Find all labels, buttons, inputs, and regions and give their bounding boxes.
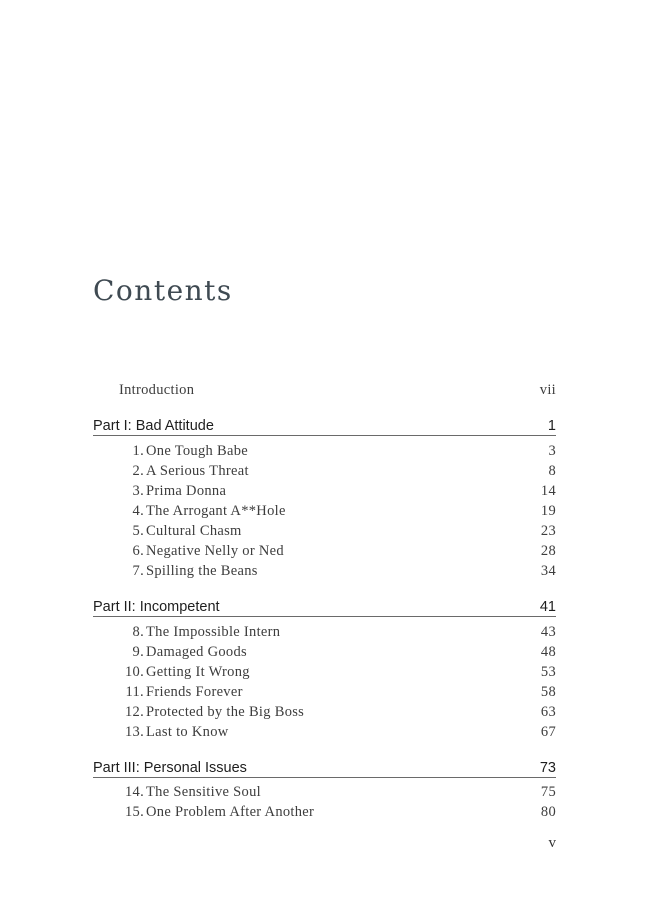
chapter-title: Protected by the Big Boss [146, 704, 305, 720]
chapter-number: 5. [132, 523, 144, 539]
part-title: Part II: Incompetent [93, 599, 220, 615]
part-title: Part III: Personal Issues [93, 760, 247, 776]
chapter-title: Negative Nelly or Ned [146, 543, 284, 559]
chapter-title: Cultural Chasm [146, 523, 242, 539]
toc-part-3[interactable] [93, 758, 556, 778]
toc-introduction-page: vii [539, 382, 556, 398]
chapter-number: 2. [132, 463, 144, 479]
chapter-number: 14. [124, 784, 144, 800]
chapter-number: 9. [132, 644, 144, 660]
chapter-number: 3. [132, 483, 144, 499]
chapter-page: 75 [540, 784, 556, 800]
toc-chapter-6[interactable] [93, 541, 556, 561]
chapter-title: Getting It Wrong [146, 664, 250, 680]
toc-chapter-10[interactable] [93, 662, 556, 682]
toc-chapter-15[interactable] [93, 802, 556, 822]
part-page: 41 [539, 599, 556, 615]
chapter-page: 3 [548, 443, 556, 459]
toc-chapter-12[interactable] [93, 702, 556, 722]
chapter-title: A Serious Threat [146, 463, 249, 479]
chapter-title: One Tough Babe [146, 443, 248, 459]
toc-introduction[interactable] [93, 380, 556, 400]
chapter-page: 58 [540, 684, 556, 700]
chapter-number: 15. [124, 804, 144, 820]
chapter-number: 4. [132, 503, 144, 519]
toc-chapter-2[interactable] [93, 461, 556, 481]
chapter-title: Spilling the Beans [146, 563, 258, 579]
toc-chapter-11[interactable] [93, 682, 556, 702]
part-page: 1 [547, 418, 556, 434]
part-title: Part I: Bad Attitude [93, 418, 214, 434]
chapter-page: 23 [540, 523, 556, 539]
toc-chapter-3[interactable] [93, 481, 556, 501]
chapter-title: The Sensitive Soul [146, 784, 261, 800]
chapter-page: 43 [540, 624, 556, 640]
chapter-number: 10. [124, 664, 144, 680]
chapter-number: 1. [132, 443, 144, 459]
toc-chapter-1[interactable] [93, 441, 556, 461]
toc-chapter-9[interactable] [93, 642, 556, 662]
toc-part-2[interactable] [93, 597, 556, 617]
chapter-number: 7. [132, 563, 144, 579]
toc-part-1[interactable] [93, 416, 556, 436]
toc-chapter-4[interactable] [93, 501, 556, 521]
chapter-page: 28 [540, 543, 556, 559]
chapter-number: 12. [124, 704, 144, 720]
chapter-number: 6. [132, 543, 144, 559]
toc-chapter-8[interactable] [93, 622, 556, 642]
chapter-page: 48 [540, 644, 556, 660]
toc-chapter-7[interactable] [93, 561, 556, 581]
chapter-page: 80 [540, 804, 556, 820]
chapter-title: Damaged Goods [146, 644, 247, 660]
chapter-page: 14 [540, 483, 556, 499]
page-folio: v [548, 835, 556, 851]
chapter-page: 53 [540, 664, 556, 680]
chapter-number: 8. [132, 624, 144, 640]
chapter-page: 63 [540, 704, 556, 720]
chapter-page: 34 [540, 563, 556, 579]
chapter-title: Last to Know [146, 724, 229, 740]
toc-introduction-label: Introduction [119, 382, 195, 398]
chapter-title: The Impossible Intern [146, 624, 281, 640]
chapter-title: Prima Donna [146, 483, 227, 499]
chapter-page: 8 [548, 463, 556, 479]
page-title: Contents [93, 274, 233, 307]
toc-chapter-13[interactable] [93, 722, 556, 742]
chapter-page: 67 [540, 724, 556, 740]
part-page: 73 [539, 760, 556, 776]
chapter-title: One Problem After Another [146, 804, 315, 820]
chapter-page: 19 [540, 503, 556, 519]
chapter-title: The Arrogant A**Hole [146, 503, 286, 519]
chapter-number: 13. [124, 724, 144, 740]
toc-chapter-14[interactable] [93, 782, 556, 802]
chapter-number: 11. [125, 684, 144, 700]
toc-chapter-5[interactable] [93, 521, 556, 541]
chapter-title: Friends Forever [146, 684, 243, 700]
